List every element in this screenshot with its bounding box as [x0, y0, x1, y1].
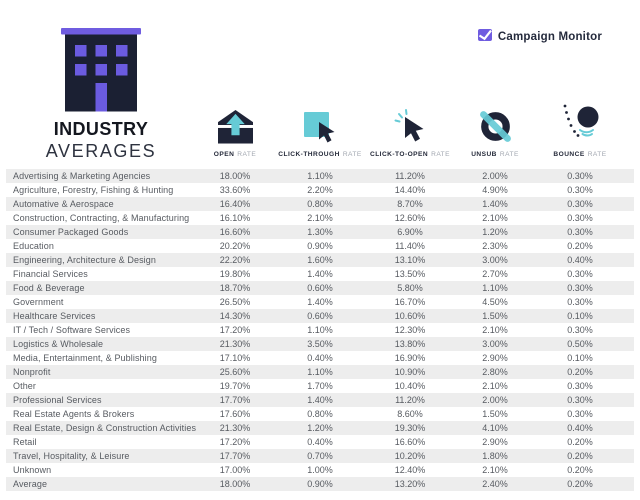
click-through-rate-cell: 1.40% — [307, 269, 333, 279]
unsub-rate-cell: 2.00% — [482, 395, 508, 405]
click-through-rate-cell: 1.60% — [307, 255, 333, 265]
bounce-rate-cell: 0.30% — [567, 381, 593, 391]
unsub-rate-cell: 1.10% — [482, 283, 508, 293]
open-rate-cell: 17.20% — [219, 325, 251, 335]
bounce-rate-cell: 0.20% — [567, 479, 593, 489]
industry-cell: Construction, Contracting, & Manufacturing — [13, 213, 190, 223]
open-rate-icon — [217, 102, 254, 144]
click-through-rate-cell: 0.60% — [307, 283, 333, 293]
click-through-rate-cell: 0.90% — [307, 479, 333, 489]
unsub-rate-cell: 2.70% — [482, 269, 508, 279]
click-to-open-rate-cell: 10.60% — [394, 311, 426, 321]
open-rate-label: OPEN RATE — [213, 151, 257, 158]
bounce-rate-cell: 0.40% — [567, 255, 593, 265]
bounce-rate-cell: 0.20% — [567, 451, 593, 461]
column-header-click-to-open-rate — [366, 100, 454, 158]
table-row — [6, 253, 634, 267]
click-through-rate-cell: 1.20% — [307, 423, 333, 433]
click-through-rate-cell: 1.10% — [307, 171, 333, 181]
bounce-rate-cell: 0.30% — [567, 325, 593, 335]
industry-cell: Retail — [13, 437, 37, 447]
open-rate-cell: 14.30% — [219, 311, 251, 321]
unsub-rate-cell: 1.50% — [482, 409, 508, 419]
open-rate-cell: 17.70% — [219, 395, 251, 405]
table-row — [6, 169, 634, 183]
click-through-rate-cell: 1.10% — [307, 325, 333, 335]
industry-cell: Healthcare Services — [13, 311, 96, 321]
click-through-rate-cell: 0.60% — [307, 311, 333, 321]
industry-cell: Government — [13, 297, 64, 307]
click-to-open-rate-label: CLICK-TO-OPEN RATE — [369, 151, 451, 158]
click-through-rate-cell: 0.40% — [307, 353, 333, 363]
bounce-rate-cell: 0.40% — [567, 423, 593, 433]
click-through-rate-icon — [303, 102, 338, 144]
click-to-open-rate-cell: 12.30% — [394, 325, 426, 335]
click-to-open-rate-cell: 16.60% — [394, 437, 426, 447]
unsub-rate-cell: 2.10% — [482, 213, 508, 223]
click-through-rate-cell: 1.70% — [307, 381, 333, 391]
table-row — [6, 197, 634, 211]
click-through-rate-cell: 1.00% — [307, 465, 333, 475]
unsub-rate-cell: 4.90% — [482, 185, 508, 195]
open-rate-cell: 16.60% — [219, 227, 251, 237]
industry-cell: Food & Beverage — [13, 283, 85, 293]
click-to-open-rate-cell: 12.60% — [394, 213, 426, 223]
column-header-bounce-rate — [536, 100, 624, 158]
unsub-rate-cell: 2.80% — [482, 367, 508, 377]
open-rate-cell: 18.70% — [219, 283, 251, 293]
click-through-rate-cell: 1.10% — [307, 367, 333, 377]
open-rate-cell: 17.70% — [219, 451, 251, 461]
click-to-open-rate-cell: 13.80% — [394, 339, 426, 349]
table-row — [6, 393, 634, 407]
page-title-line1: INDUSTRY — [53, 119, 149, 139]
table-row — [6, 449, 634, 463]
open-rate-cell: 19.70% — [219, 381, 251, 391]
unsub-rate-cell: 2.10% — [482, 381, 508, 391]
unsub-rate-cell: 1.50% — [482, 311, 508, 321]
bounce-rate-cell: 0.30% — [567, 395, 593, 405]
unsub-rate-label: UNSUB RATE — [471, 151, 519, 158]
click-to-open-rate-cell: 16.90% — [394, 353, 426, 363]
unsub-rate-cell: 1.20% — [482, 227, 508, 237]
table-row — [6, 365, 634, 379]
table-row — [6, 225, 634, 239]
column-header-click-through-rate — [274, 100, 366, 158]
click-to-open-rate-cell: 10.20% — [394, 451, 426, 461]
open-rate-cell: 26.50% — [219, 297, 251, 307]
unsub-rate-cell: 3.00% — [482, 255, 508, 265]
industry-cell: Unknown — [13, 465, 52, 475]
industry-averages-table — [6, 169, 634, 491]
click-to-open-rate-cell: 16.70% — [394, 297, 426, 307]
industry-cell: Media, Entertainment, & Publishing — [13, 353, 157, 363]
industry-cell: Engineering, Architecture & Design — [13, 255, 156, 265]
table-row — [6, 239, 634, 253]
click-to-open-rate-cell: 11.20% — [395, 395, 425, 405]
open-rate-cell: 17.60% — [219, 409, 251, 419]
table-row — [6, 435, 634, 449]
click-to-open-rate-cell: 10.40% — [394, 381, 426, 391]
unsub-rate-cell: 2.40% — [482, 479, 508, 489]
table-row — [6, 477, 634, 491]
industry-cell: Automative & Aerospace — [13, 199, 114, 209]
bounce-rate-cell: 0.30% — [567, 213, 593, 223]
click-through-rate-cell: 0.80% — [307, 199, 333, 209]
open-rate-cell: 33.60% — [219, 185, 251, 195]
unsub-rate-cell: 2.90% — [482, 353, 508, 363]
bounce-rate-cell: 0.30% — [567, 227, 593, 237]
click-through-rate-label: CLICK-THROUGH RATE — [278, 151, 362, 158]
table-row — [6, 421, 634, 435]
bounce-rate-icon — [559, 102, 601, 144]
click-to-open-rate-cell: 5.80% — [397, 283, 423, 293]
click-through-rate-cell: 1.40% — [307, 395, 333, 405]
open-rate-cell: 22.20% — [219, 255, 251, 265]
unsub-rate-cell: 2.10% — [482, 465, 508, 475]
table-row — [6, 323, 634, 337]
unsub-rate-cell: 4.10% — [482, 423, 508, 433]
industry-cell: Real Estate, Design & Construction Activities — [13, 423, 196, 433]
click-through-rate-cell: 0.80% — [307, 409, 333, 419]
click-through-rate-cell: 1.30% — [307, 227, 333, 237]
click-through-rate-cell: 0.70% — [307, 451, 333, 461]
open-rate-cell: 20.20% — [219, 241, 251, 251]
industry-cell: Agriculture, Forestry, Fishing & Hunting — [13, 185, 174, 195]
open-rate-cell: 21.30% — [219, 339, 251, 349]
industry-cell: Travel, Hospitality, & Leisure — [13, 451, 130, 461]
click-through-rate-cell: 2.20% — [307, 185, 333, 195]
table-row — [6, 337, 634, 351]
bounce-rate-cell: 0.10% — [567, 311, 593, 321]
table-row — [6, 267, 634, 281]
metrics-header — [6, 100, 634, 158]
table-row — [6, 407, 634, 421]
table-row — [6, 379, 634, 393]
industry-cell: IT / Tech / Software Services — [13, 325, 131, 335]
table-row — [6, 351, 634, 365]
unsub-rate-icon — [477, 102, 514, 144]
unsub-rate-cell: 2.90% — [482, 437, 508, 447]
industry-cell: Logistics & Wholesale — [13, 339, 104, 349]
unsub-rate-cell: 3.00% — [482, 339, 508, 349]
unsub-rate-cell: 2.30% — [482, 241, 508, 251]
unsub-rate-cell: 1.80% — [482, 451, 508, 461]
table-row — [6, 295, 634, 309]
bounce-rate-cell: 0.20% — [567, 465, 593, 475]
open-rate-cell: 21.30% — [219, 423, 251, 433]
click-to-open-rate-cell: 11.40% — [395, 241, 425, 251]
click-to-open-rate-icon — [392, 102, 429, 144]
bounce-rate-cell: 0.30% — [567, 269, 593, 279]
table-row — [6, 211, 634, 225]
bounce-rate-cell: 0.20% — [567, 241, 593, 251]
open-rate-cell: 18.00% — [219, 171, 251, 181]
unsub-rate-cell: 1.40% — [482, 199, 508, 209]
bounce-rate-cell: 0.50% — [567, 339, 593, 349]
bounce-rate-cell: 0.30% — [567, 409, 593, 419]
open-rate-cell: 17.20% — [219, 437, 251, 447]
table-row — [6, 463, 634, 477]
click-through-rate-cell: 0.40% — [307, 437, 333, 447]
click-through-rate-cell: 2.10% — [307, 213, 333, 223]
bounce-rate-cell: 0.30% — [567, 283, 593, 293]
page-title-line2: AVERAGES — [45, 141, 157, 161]
industry-cell: Nonprofit — [13, 367, 51, 377]
campaign-monitor-logo-icon — [478, 28, 492, 46]
table-body — [6, 169, 634, 491]
open-rate-cell: 18.00% — [219, 479, 251, 489]
column-header-open-rate — [196, 100, 274, 158]
unsub-rate-cell: 2.00% — [482, 171, 508, 181]
bounce-rate-cell: 0.30% — [567, 185, 593, 195]
click-through-rate-cell: 0.90% — [307, 241, 333, 251]
bounce-rate-cell: 0.10% — [567, 353, 593, 363]
click-to-open-rate-cell: 19.30% — [394, 423, 426, 433]
industry-cell: Financial Services — [13, 269, 88, 279]
bounce-rate-cell: 0.20% — [567, 367, 593, 377]
bounce-rate-cell: 0.30% — [567, 171, 593, 181]
open-rate-cell: 17.10% — [219, 353, 251, 363]
industry-cell: Professional Services — [13, 395, 102, 405]
click-to-open-rate-cell: 8.60% — [397, 409, 423, 419]
open-rate-cell: 16.40% — [219, 199, 251, 209]
click-to-open-rate-cell: 14.40% — [394, 185, 426, 195]
click-through-rate-cell: 1.40% — [307, 297, 333, 307]
bounce-rate-cell: 0.30% — [567, 199, 593, 209]
click-to-open-rate-cell: 11.20% — [395, 171, 425, 181]
industry-cell: Real Estate Agents & Brokers — [13, 409, 135, 419]
click-to-open-rate-cell: 13.20% — [394, 479, 426, 489]
click-to-open-rate-cell: 6.90% — [397, 227, 423, 237]
click-to-open-rate-cell: 12.40% — [394, 465, 426, 475]
campaign-monitor-logo — [478, 28, 602, 46]
unsub-rate-cell: 4.50% — [482, 297, 508, 307]
industry-cell: Average — [13, 479, 48, 489]
industry-cell: Other — [13, 381, 37, 391]
campaign-monitor-wordmark: Campaign Monitor — [497, 31, 602, 43]
click-to-open-rate-cell: 13.10% — [394, 255, 426, 265]
open-rate-cell: 25.60% — [219, 367, 251, 377]
click-to-open-rate-cell: 8.70% — [397, 199, 423, 209]
table-row — [6, 281, 634, 295]
open-rate-cell: 16.10% — [219, 213, 251, 223]
unsub-rate-cell: 2.10% — [482, 325, 508, 335]
column-header-unsub-rate — [454, 100, 536, 158]
click-to-open-rate-cell: 10.90% — [394, 367, 426, 377]
industry-cell: Advertising & Marketing Agencies — [13, 171, 151, 181]
open-rate-cell: 17.00% — [219, 465, 251, 475]
bounce-rate-cell: 0.30% — [567, 297, 593, 307]
bounce-rate-cell: 0.20% — [567, 437, 593, 447]
click-to-open-rate-cell: 13.50% — [394, 269, 426, 279]
open-rate-cell: 19.80% — [219, 269, 251, 279]
industry-cell: Consumer Packaged Goods — [13, 227, 129, 237]
click-through-rate-cell: 3.50% — [307, 339, 333, 349]
industry-cell: Education — [13, 241, 54, 251]
table-row — [6, 183, 634, 197]
table-row — [6, 309, 634, 323]
bounce-rate-label: BOUNCE RATE — [553, 151, 607, 158]
